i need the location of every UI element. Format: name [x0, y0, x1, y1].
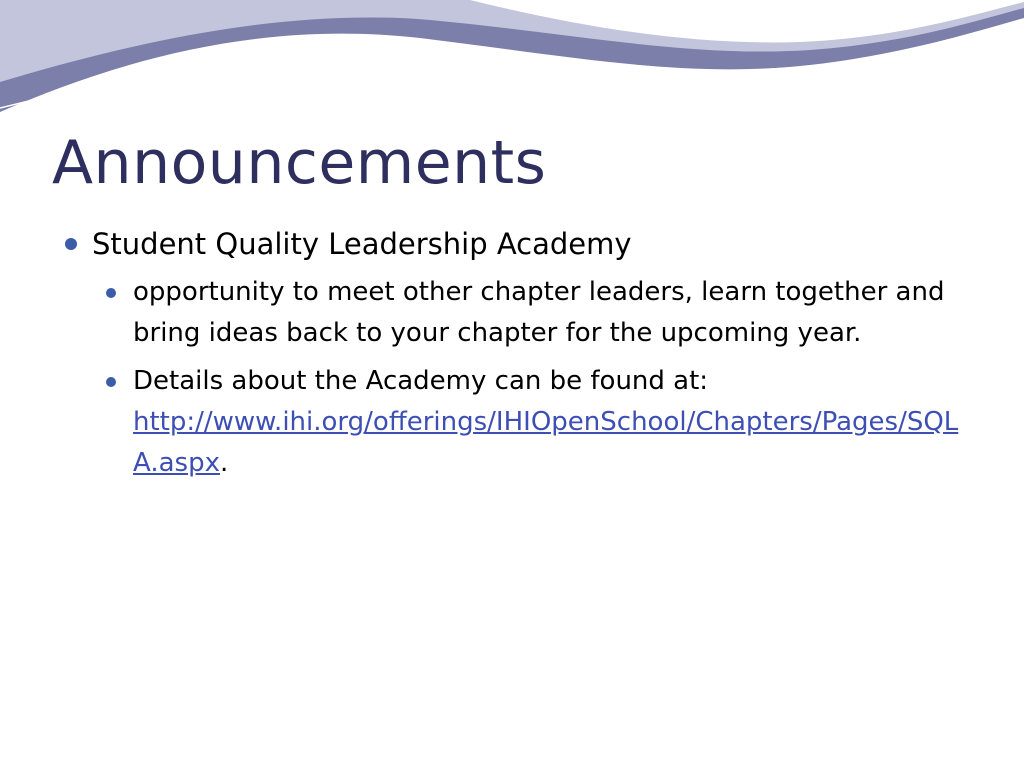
sub-bullet-dot-icon: [106, 377, 116, 387]
bullet-dot-icon: [65, 238, 77, 250]
sqla-link[interactable]: http://www.ihi.org/offerings/IHIOpenSchool/Chapters/Pages/SQLA.aspx: [133, 407, 959, 478]
bullet-item: [62, 222, 962, 266]
sub-bullet-text: Details about the Academy can be found at:: [133, 366, 709, 396]
bullet-text: Student Quality Leadership Academy: [92, 227, 632, 261]
sub-bullet-item: [104, 272, 962, 354]
sub-bullet-item: [104, 361, 962, 484]
bullet-list: [62, 222, 962, 491]
slide-title: Announcements: [52, 128, 547, 198]
sub-bullet-dot-icon: [106, 288, 116, 298]
link-suffix: .: [219, 448, 229, 478]
sub-bullet-list: [62, 272, 962, 484]
sub-bullet-text: opportunity to meet other chapter leaders, learn together and bring ideas back to your chapter for the upcoming year.: [133, 277, 945, 348]
header-swoosh-decoration: [0, 0, 1024, 140]
